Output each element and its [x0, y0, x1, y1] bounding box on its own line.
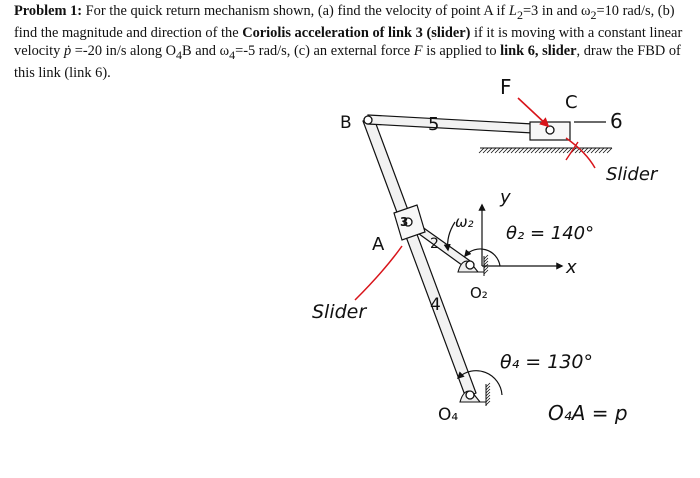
var-L-sub: 2	[516, 7, 523, 22]
label-slider-left: Slider	[312, 301, 367, 323]
var-pdot: ṗ	[63, 43, 72, 60]
label-6: 6	[610, 109, 623, 133]
label-theta2: θ₂ = 140°	[506, 223, 595, 244]
label-O4A: O₄A = p	[548, 401, 628, 425]
label-2: 2	[430, 236, 439, 252]
var-omega2: ω	[581, 3, 591, 19]
problem-bold-link6: link 6, slider	[500, 43, 577, 60]
label-5: 5	[428, 114, 440, 135]
problem-text-6: B and	[182, 43, 220, 60]
var-F: F	[413, 43, 423, 60]
label-x: x	[566, 257, 577, 278]
var-L: L	[508, 3, 517, 19]
label-3: 3	[400, 215, 409, 229]
label-A: A	[372, 234, 385, 255]
problem-text-4: if it is moving with a constant linear velocity	[14, 25, 683, 60]
label-theta4: θ₄ = 130°	[500, 351, 594, 373]
problem-text-2: =3 in and	[522, 3, 582, 19]
label-B: B	[340, 113, 352, 133]
var-omega4-sub: 4	[229, 48, 236, 63]
problem-text-1: For the quick return mechanism shown, (a) find the velocity of point A if	[82, 3, 509, 19]
label-O2: O₂	[470, 284, 488, 302]
var-omega2-sub: 2	[590, 7, 597, 22]
problem-text-3: =10 rad/s, (b) find the magnitude and direction of the	[14, 3, 675, 42]
label-4: 4	[430, 295, 441, 315]
link-5	[368, 115, 551, 134]
label-slider-top: Slider	[606, 164, 658, 185]
problem-bold-coriolis: Coriolis acceleration of link 3 (slider)	[242, 25, 471, 42]
label-y: y	[500, 187, 511, 208]
joint-B	[364, 116, 372, 124]
problem-label: Problem 1:	[14, 3, 83, 19]
label-C: C	[565, 92, 578, 113]
slider-pointer-top-tick	[566, 142, 578, 160]
var-omega4: ω	[219, 43, 230, 60]
joint-C	[546, 126, 554, 134]
problem-text-7: =-5 rad/s, (c) an external force	[235, 43, 414, 60]
problem-text-5: =-20 in/s along O	[71, 43, 177, 60]
problem-text-8: is applied to	[422, 43, 501, 60]
label-omega2: ω₂	[455, 213, 474, 231]
var-o4-sub: 4	[176, 48, 183, 63]
label-F: F	[500, 75, 512, 99]
ground-hatch-top	[479, 148, 612, 153]
label-O4: O₄	[438, 405, 459, 425]
problem-text-9: , draw the FBD of this link (link 6).	[14, 43, 681, 82]
